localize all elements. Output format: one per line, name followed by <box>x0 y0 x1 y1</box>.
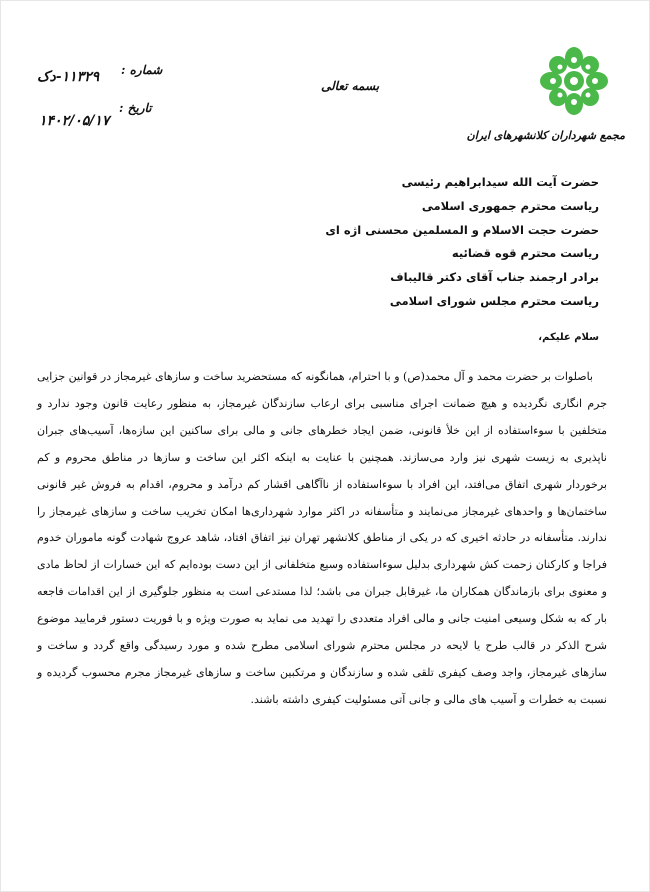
recipient-line: برادر ارجمند جناب آقای دکتر قالیباف <box>390 270 599 285</box>
letter-number-value: ۱۱۳۲۹-دک <box>37 69 100 85</box>
recipient-line: حضرت حجت الاسلام و المسلمین محسنی اژه ای <box>325 222 599 237</box>
recipient-line: ریاست محترم جمهوری اسلامی <box>421 198 599 213</box>
organization-name: مجمع شهرداران کلانشهرهای ایران <box>466 129 625 142</box>
letter-body <box>37 364 607 714</box>
salutation: سلام علیکم، <box>538 332 599 343</box>
body-paragraph: باصلوات بر حضرت محمد و آل محمد(ص) و با احترام، همانگونه که مستحضرید ساخت و سازهای غیرمجاز در قوانین جزایی جرم انگاری نگردیده و هیچ ضمانت اجرای مناسبی برای ارعاب سازندگان غیرمجاز، به منظور رعایت قانون وجود ندارد و متخلفین با سوءاستفاده از این خلأ قانونی، ضمن ایجاد خطرهای جانی و مالی برای ساکنین این سازه‌ها، آسیب‌های جبران ناپذیری به زیست شهری نیز وارد می‌سازند. همچنین با عنایت به اینکه اکثر این ساخت و سازها در مناطق محروم و کم برخوردار شهری اتفاق می‌افتد، این افراد با سوءاستفاده از ناآگاهی اقشار کم درآمد و محروم، اقدام به فروش غیر قانونی ساختمان‌ها و واحدهای غیرمجاز می‌نمایند و متأسفانه در اکثر موارد شهرداری‌ها امکان تخریب ساخت و سازهای غیرمجاز را ندارند. متأسفانه در حادثه اخیری که در یکی از مناطق کلانشهر تهران نیز اتفاق افتاد، شاهد عروج شهادت گونه ماموران خدوم فراجا و کارکنان زحمت کش شهرداری بدلیل سوءاستفاده وسیع متخلفانی از این دست بوده‌ایم که این خسارات از لحاظ مادی و معنوی برای بازماندگان همکاران ما، غیرقابل جبران می باشد؛ لذا مستدعی است به منظور جلوگیری از این اقدامات فاجعه بار که به شکل وسیعی امنیت جانی و مالی افراد متعددی را تهدید می نماید به صورت ویژه و با فوریت دستور فرمایید موضوع شرح الذکر در قالب طرح یا لایحه در مجلس محترم شورای اسلامی مطرح شده و مورد رسیدگی واقع گردد و ساخت و سازهای غیرمجاز، واجد وصف کیفری تلقی شده و سازندگان و مرتکبین ساخت و سازهای غیرمجاز مجرم محسوب گردیده و نسبت به خطرات و آسیب های مالی و جانی آتی مسئولیت کیفری داشته باشند. <box>37 370 607 706</box>
recipient-line: حضرت آیت الله سیدابراهیم رئیسی <box>401 175 599 189</box>
letter-date-value: ۱۴۰۲/۰۵/۱۷ <box>39 113 110 129</box>
letter-date-label: تاریخ : <box>119 101 152 115</box>
recipient-line: ریاست محترم مجلس شورای اسلامی <box>389 293 599 308</box>
basmala: بسمه تعالی <box>321 79 380 93</box>
recipients-block <box>179 171 599 314</box>
organization-logo <box>539 46 609 116</box>
letter-number-label: شماره : <box>121 63 163 77</box>
recipient-line: ریاست محترم قوه قضائیه <box>451 246 599 261</box>
